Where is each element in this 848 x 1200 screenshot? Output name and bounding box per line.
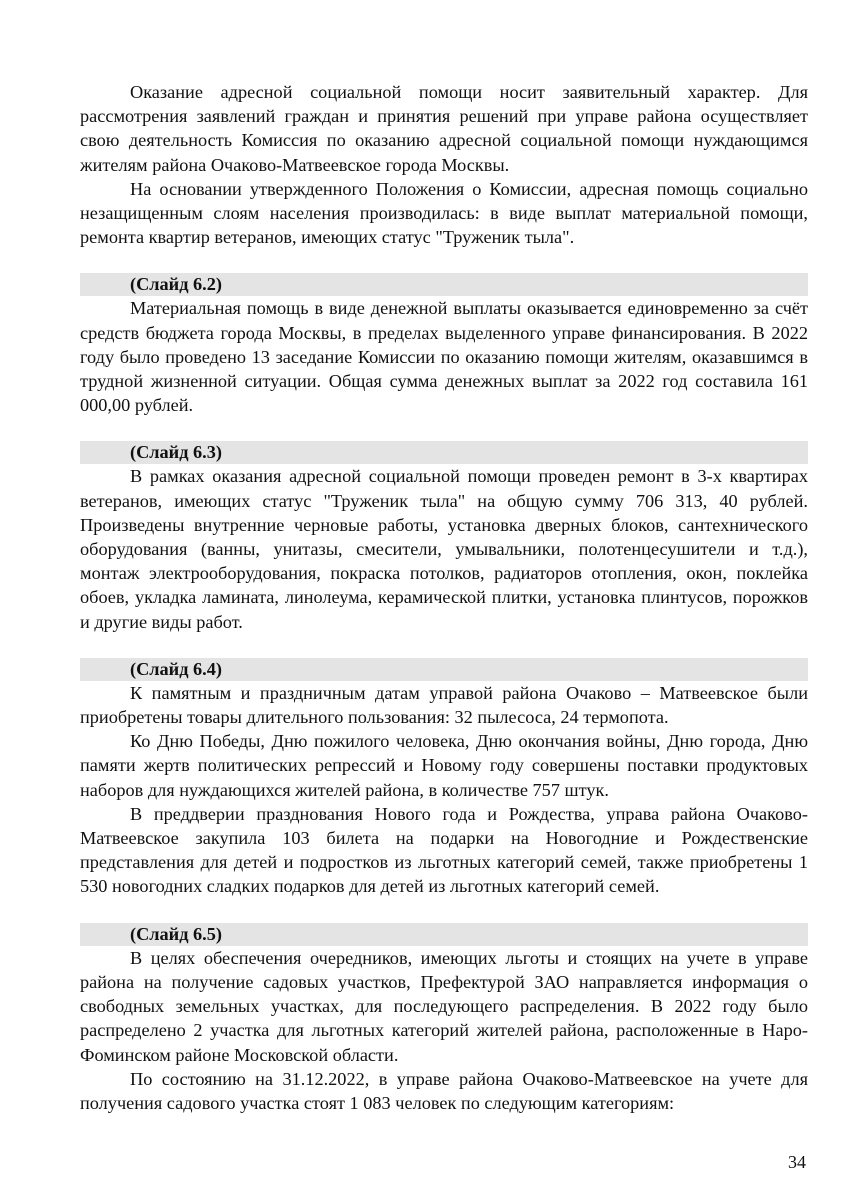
slide-6-2-section <box>80 273 808 417</box>
paragraph: По состоянию на 31.12.2022, в управе района Очаково-Матвеевское на учете для получения садового участка стоят 1 083 человек по следующим категориям: <box>80 1068 808 1113</box>
slide-heading: (Слайд 6.5) <box>80 923 808 946</box>
slide-6-5-section <box>80 923 808 1115</box>
paragraph: В рамках оказания адресной социальной помощи проведен ремонт в 3-х квартирах ветеранов, имеющих статус "Труженик тыла" на общую сумму 706 313, 40 рублей. Произведены внутренние черновые работы, установка дверных блоков, сантехнического оборудования (ванны, унитазы, смесители, умывальники, полотенцесушители и т.д.), монтаж электрооборудования, покраска потолков, радиаторов отопления, окон, поклейка обоев, укладка ламината, линолеума, керамической плитки, установка плинтусов, порожков и другие виды работ. <box>80 466 808 632</box>
slide-heading: (Слайд 6.2) <box>80 273 808 296</box>
paragraph: Оказание адресной социальной помощи носит заявительный характер. Для рассмотрения заявлений граждан и принятия решений при управе района осуществляет свою деятельность Комиссия по оказанию адресной социальной помощи нуждающимся жителям района Очаково-Матвеевское города Москвы. <box>80 82 808 175</box>
paragraph: Ко Дню Победы, Дню пожилого человека, Дню окончания войны, Дню города, Дню памяти жертв политических репрессий и Новому году совершены поставки продуктовых наборов для нуждающихся жителей района, в количестве 757 штук. <box>80 731 808 800</box>
paragraph: В целях обеспечения очередников, имеющих льготы и стоящих на учете в управе района на получение садовых участков, Префектурой ЗАО направляется информация о свободных земельных участках, для последующего распределения. В 2022 году было распределено 2 участка для льготных категорий жителей района, расположенные в Наро-Фоминском районе Московской области. <box>80 947 808 1065</box>
paragraph: К памятным и праздничным датам управой района Очаково – Матвеевское были приобретены товары длительного пользования: 32 пылесоса, 24 термопота. <box>80 682 808 728</box>
paragraph: Материальная помощь в виде денежной выплаты оказывается единовременно за счёт средств бюджета города Москвы, в пределах выделенного управе финансирования. В 2022 году было проведено 13 заседание Комиссии по оказанию помощи жителям, оказавшимся в трудной жизненной ситуации. Общая сумма денежных выплат за 2022 год составила 161 000,00 рублей. <box>80 298 808 416</box>
slide-6-4-section <box>80 658 808 899</box>
page-number: 34 <box>788 1152 806 1172</box>
slide-heading: (Слайд 6.3) <box>80 441 808 464</box>
slide-heading: (Слайд 6.4) <box>80 658 808 681</box>
intro-section <box>80 80 808 249</box>
paragraph: В преддверии празднования Нового года и Рождества, управа района Очаково-Матвеевское закупила 103 билета на подарки на Новогодние и Рождественские представления для детей и подростков из льготных категорий семей, также приобретены 1 530 новогодних сладких подарков для детей из льготных категорий семей. <box>80 803 808 897</box>
paragraph: На основании утвержденного Положения о Комиссии, адресная помощь социально незащищенным слоям населения производилась: в виде выплат материальной помощи, ремонта квартир ветеранов, имеющих статус "Труженик тыла". <box>80 178 808 248</box>
document-page <box>80 80 808 1115</box>
slide-6-3-section <box>80 441 808 633</box>
